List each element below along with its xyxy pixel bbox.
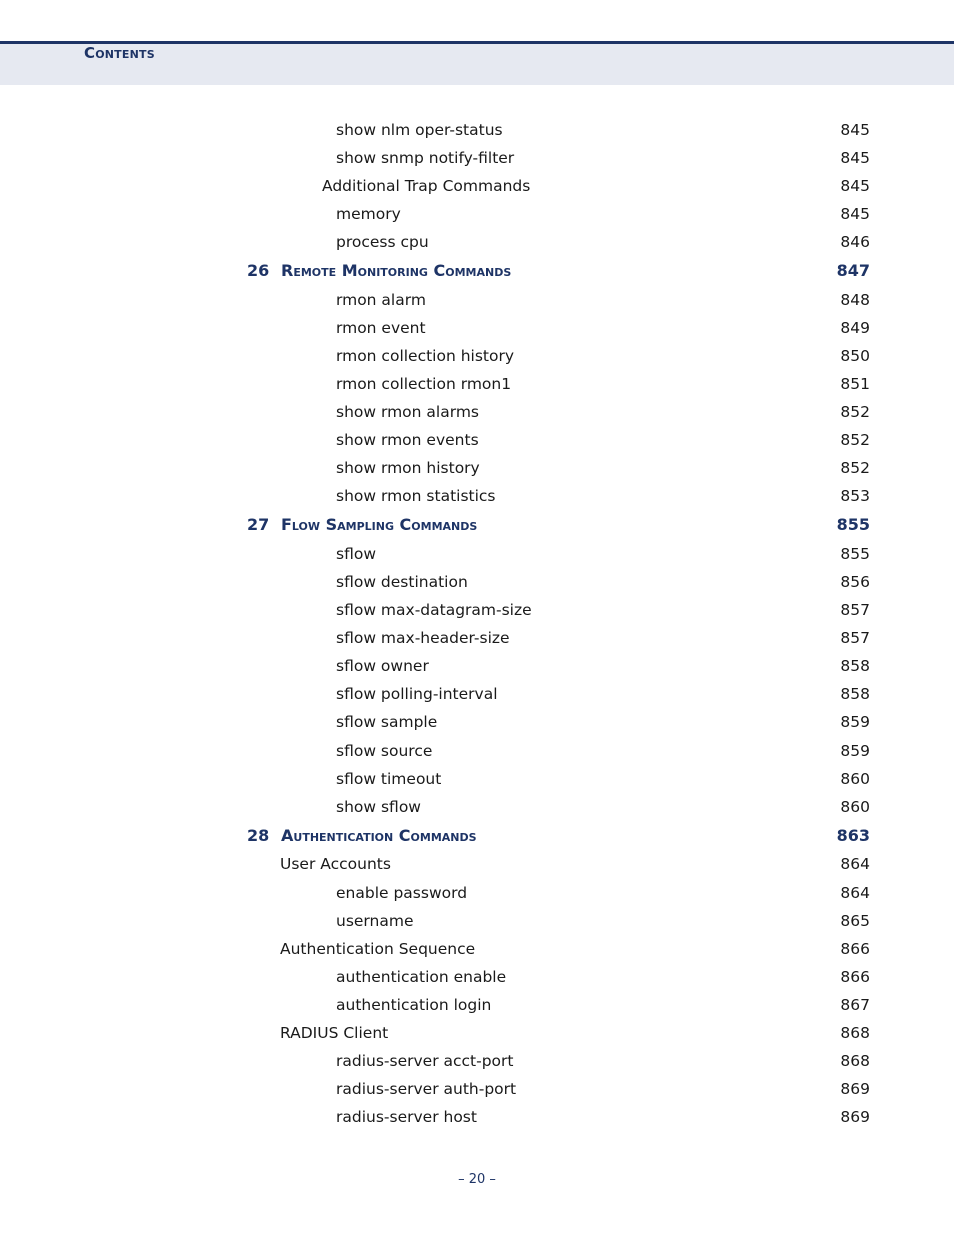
chapter-number: 28 bbox=[247, 826, 270, 845]
toc-entry-page: 864 bbox=[840, 884, 870, 902]
toc-entry[interactable] bbox=[0, 228, 954, 256]
toc-entry-label: rmon collection history bbox=[336, 347, 515, 365]
toc-entry-page: 852 bbox=[840, 431, 870, 449]
toc-entry-label: show sflow bbox=[336, 798, 421, 816]
toc-entry[interactable] bbox=[0, 116, 954, 144]
toc-entry-page: 868 bbox=[840, 1052, 870, 1070]
toc-entry-label: show rmon history bbox=[336, 459, 480, 477]
toc-entry-label: Authentication Sequence bbox=[280, 940, 476, 958]
toc-entry-page: 852 bbox=[840, 459, 870, 477]
toc-entry-page: 845 bbox=[840, 121, 870, 139]
toc-entry-page: 863 bbox=[836, 826, 870, 845]
toc-entry-page: 858 bbox=[840, 657, 870, 675]
toc-entry[interactable] bbox=[0, 737, 954, 765]
toc-entry-label: enable password bbox=[336, 884, 468, 902]
toc-entry[interactable] bbox=[0, 454, 954, 482]
toc-entry-page: 867 bbox=[840, 996, 870, 1014]
toc-entry[interactable] bbox=[0, 1075, 954, 1103]
toc-entry-label: sflow destination bbox=[336, 573, 468, 591]
toc-entry-label: show rmon alarms bbox=[336, 403, 479, 421]
toc-entry-label: radius-server host bbox=[336, 1108, 477, 1126]
toc-entry-page: 857 bbox=[840, 629, 870, 647]
toc-entry[interactable] bbox=[0, 144, 954, 172]
toc-entry-label: authentication login bbox=[336, 996, 492, 1014]
toc-entry-page: 855 bbox=[840, 545, 870, 563]
toc-entry[interactable] bbox=[0, 482, 954, 510]
toc-entry-page: 865 bbox=[840, 912, 870, 930]
toc-entry-label: sflow sample bbox=[336, 713, 438, 731]
toc-entry[interactable] bbox=[0, 991, 954, 1019]
toc-entry-page: 869 bbox=[840, 1108, 870, 1126]
chapter-number: 26 bbox=[247, 261, 270, 280]
toc-entry-page: 860 bbox=[840, 798, 870, 816]
toc-entry-label: radius-server acct-port bbox=[336, 1052, 514, 1070]
toc-entry[interactable] bbox=[0, 850, 954, 878]
toc-entry-page: 845 bbox=[840, 177, 870, 195]
toc-entry-page: 845 bbox=[840, 149, 870, 167]
toc-entry-page: 853 bbox=[840, 487, 870, 505]
toc-entry[interactable] bbox=[0, 398, 954, 426]
toc-entry-label: authentication enable bbox=[336, 968, 507, 986]
page-title: Contents bbox=[84, 44, 155, 62]
toc-entry-label: radius-server auth-port bbox=[336, 1080, 517, 1098]
toc-entry-label: username bbox=[336, 912, 414, 930]
toc-entry[interactable] bbox=[0, 1047, 954, 1075]
toc-entry-label: Flow Sampling Commands bbox=[281, 515, 478, 534]
toc-chapter-entry[interactable] bbox=[0, 822, 954, 850]
toc-entry[interactable] bbox=[0, 286, 954, 314]
toc-entry-page: 850 bbox=[840, 347, 870, 365]
toc-entry-label: Authentication Commands bbox=[281, 826, 477, 845]
toc-entry-page: 864 bbox=[840, 855, 870, 873]
chapter-number: 27 bbox=[247, 515, 270, 534]
toc-entry-label: show snmp notify-filter bbox=[336, 149, 515, 167]
toc-entry-label: show rmon statistics bbox=[336, 487, 496, 505]
toc-entry[interactable] bbox=[0, 370, 954, 398]
toc-entry-page: 852 bbox=[840, 403, 870, 421]
toc-entry[interactable] bbox=[0, 680, 954, 708]
toc-entry-label: process cpu bbox=[336, 233, 429, 251]
toc-entry[interactable] bbox=[0, 172, 954, 200]
toc-entry[interactable] bbox=[0, 200, 954, 228]
page-number: – 20 – bbox=[458, 1172, 496, 1187]
toc-entry-label: sflow timeout bbox=[336, 770, 442, 788]
toc-entry-label: Additional Trap Commands bbox=[322, 177, 531, 195]
toc-entry-label: rmon event bbox=[336, 319, 426, 337]
toc-entry-page: 860 bbox=[840, 770, 870, 788]
toc-entry[interactable] bbox=[0, 963, 954, 991]
toc-entry-label: show rmon events bbox=[336, 431, 479, 449]
toc-entry-page: 845 bbox=[840, 205, 870, 223]
toc-entry-label: sflow max-datagram-size bbox=[336, 601, 532, 619]
toc-entry-page: 858 bbox=[840, 685, 870, 703]
toc-entry[interactable] bbox=[0, 1103, 954, 1131]
toc-entry-page: 848 bbox=[840, 291, 870, 309]
toc-entry[interactable] bbox=[0, 342, 954, 370]
toc-entry[interactable] bbox=[0, 793, 954, 821]
toc-entry-page: 849 bbox=[840, 319, 870, 337]
toc-entry-label: sflow owner bbox=[336, 657, 429, 675]
toc-entry-label: User Accounts bbox=[280, 855, 391, 873]
toc-entry[interactable] bbox=[0, 540, 954, 568]
toc-entry-label: sflow source bbox=[336, 742, 433, 760]
toc-entry-page: 857 bbox=[840, 601, 870, 619]
toc-entry[interactable] bbox=[0, 596, 954, 624]
toc-entry-label: sflow bbox=[336, 545, 376, 563]
toc-entry[interactable] bbox=[0, 568, 954, 596]
toc-entry[interactable] bbox=[0, 879, 954, 907]
toc-entry[interactable] bbox=[0, 765, 954, 793]
toc-entry[interactable] bbox=[0, 426, 954, 454]
toc-entry-page: 866 bbox=[840, 940, 870, 958]
toc-entry[interactable] bbox=[0, 624, 954, 652]
toc-entry[interactable] bbox=[0, 907, 954, 935]
toc-entry-label: rmon collection rmon1 bbox=[336, 375, 512, 393]
toc-entry-page: 855 bbox=[836, 515, 870, 534]
toc-chapter-entry[interactable] bbox=[0, 511, 954, 539]
toc-entry[interactable] bbox=[0, 708, 954, 736]
toc-entry-label: RADIUS Client bbox=[280, 1024, 389, 1042]
toc-chapter-entry[interactable] bbox=[0, 257, 954, 285]
toc-entry-label: sflow max-header-size bbox=[336, 629, 510, 647]
toc-entry-label: Remote Monitoring Commands bbox=[281, 261, 512, 280]
toc-entry[interactable] bbox=[0, 314, 954, 342]
toc-entry-page: 868 bbox=[840, 1024, 870, 1042]
toc-entry[interactable] bbox=[0, 1019, 954, 1047]
toc-entry-page: 851 bbox=[840, 375, 870, 393]
toc-entry[interactable] bbox=[0, 652, 954, 680]
toc-entry-page: 859 bbox=[840, 742, 870, 760]
toc-entry-page: 859 bbox=[840, 713, 870, 731]
toc-entry-label: rmon alarm bbox=[336, 291, 426, 309]
toc-entry[interactable] bbox=[0, 935, 954, 963]
toc-entry-page: 846 bbox=[840, 233, 870, 251]
toc-entry-label: show nlm oper-status bbox=[336, 121, 503, 139]
toc-entry-label: memory bbox=[336, 205, 401, 223]
toc-entry-page: 866 bbox=[840, 968, 870, 986]
toc-entry-page: 856 bbox=[840, 573, 870, 591]
toc-entry-page: 847 bbox=[836, 261, 870, 280]
toc-entry-page: 869 bbox=[840, 1080, 870, 1098]
toc-entry-label: sflow polling-interval bbox=[336, 685, 498, 703]
